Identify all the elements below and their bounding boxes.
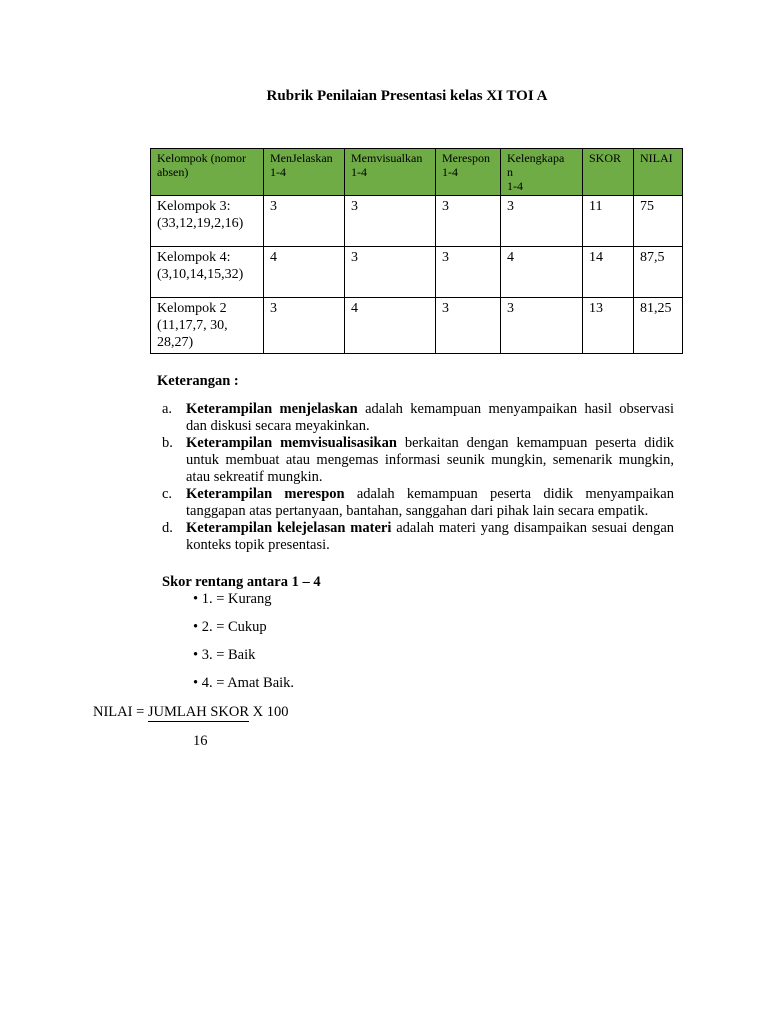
- nilai-formula: [93, 703, 289, 722]
- cell-kelengkapan: 4: [501, 247, 583, 298]
- cell-kelengkapan: 3: [501, 196, 583, 247]
- formula-suffix: X 100: [249, 704, 289, 720]
- keterangan-heading: Keterangan :: [157, 373, 239, 389]
- list-item: [162, 435, 674, 486]
- formula-numerator: JUMLAH SKOR: [147, 704, 250, 720]
- term-label: Keterampilan menjelaskan: [186, 401, 358, 417]
- cell-memvisualkan: 3: [345, 247, 436, 298]
- term-description: adalah kemampuan peserta didik menyampaikan tanggapan atas pertanyaan, bantahan, sanggahan dari pihak lain secara empatik.: [186, 486, 674, 519]
- cell-nilai: 75: [634, 196, 683, 247]
- cell-kelompok: Kelompok 3: (33,12,19,2,16): [151, 196, 264, 247]
- list-marker: c.: [162, 486, 173, 502]
- table-row: [151, 298, 683, 354]
- cell-skor: 11: [583, 196, 634, 247]
- header-kelengkapan: Kelengkapa n 1-4: [501, 149, 583, 196]
- list-marker: d.: [162, 520, 173, 536]
- scale-item: • 1. = Kurang: [193, 591, 272, 607]
- term-label: Keterampilan memvisualisasikan: [186, 435, 397, 451]
- cell-nilai: 81,25: [634, 298, 683, 354]
- skor-heading: Skor rentang antara 1 – 4: [162, 574, 321, 590]
- table-header-row: [151, 149, 683, 196]
- term-label: Keterampilan merespon: [186, 486, 345, 502]
- header-nilai: NILAI: [634, 149, 683, 196]
- cell-kelengkapan: 3: [501, 298, 583, 354]
- formula-denominator: 16: [193, 733, 208, 749]
- keterangan-list: [162, 401, 674, 554]
- cell-menjelaskan: 3: [264, 196, 345, 247]
- score-scale-list: [193, 590, 294, 702]
- term-label: Keterampilan kelejelasan materi: [186, 520, 392, 536]
- cell-memvisualkan: 4: [345, 298, 436, 354]
- rubric-table: [150, 148, 683, 354]
- list-marker: b.: [162, 435, 173, 451]
- cell-merespon: 3: [436, 196, 501, 247]
- scale-item: • 4. = Amat Baik.: [193, 675, 295, 691]
- term-description: berkaitan dengan kemampuan peserta didik untuk membuat atau mengemas informasi seunik mungkin, semenarik mungkin, atau sekreatif mungkin.: [186, 435, 674, 485]
- header-skor: SKOR: [583, 149, 634, 196]
- cell-merespon: 3: [436, 298, 501, 354]
- list-item: [162, 401, 674, 435]
- header-kelompok: Kelompok (nomor absen): [151, 149, 264, 196]
- table-row: [151, 247, 683, 298]
- cell-merespon: 3: [436, 247, 501, 298]
- term-description: adalah materi yang disampaikan sesuai dengan konteks topik presentasi.: [186, 520, 675, 553]
- cell-nilai: 87,5: [634, 247, 683, 298]
- cell-memvisualkan: 3: [345, 196, 436, 247]
- table-row: [151, 196, 683, 247]
- cell-kelompok: Kelompok 2 (11,17,7, 30, 28,27): [151, 298, 264, 354]
- cell-skor: 14: [583, 247, 634, 298]
- cell-menjelaskan: 3: [264, 298, 345, 354]
- list-item: [162, 520, 674, 554]
- list-item: [162, 486, 674, 520]
- header-menjelaskan: MenJelaskan 1-4: [264, 149, 345, 196]
- scale-item: • 3. = Baik: [193, 647, 256, 663]
- cell-menjelaskan: 4: [264, 247, 345, 298]
- cell-skor: 13: [583, 298, 634, 354]
- formula-prefix: NILAI =: [93, 704, 148, 720]
- term-description: adalah kemampuan menyampaikan hasil observasi dan diskusi secara meyakinkan.: [186, 401, 674, 434]
- list-marker: a.: [162, 401, 173, 417]
- scale-item: • 2. = Cukup: [193, 619, 267, 635]
- header-merespon: Merespon 1-4: [436, 149, 501, 196]
- header-memvisualkan: Memvisualkan 1-4: [345, 149, 436, 196]
- cell-kelompok: Kelompok 4: (3,10,14,15,32): [151, 247, 264, 298]
- document-title: Rubrik Penilaian Presentasi kelas XI TOI A: [266, 88, 548, 104]
